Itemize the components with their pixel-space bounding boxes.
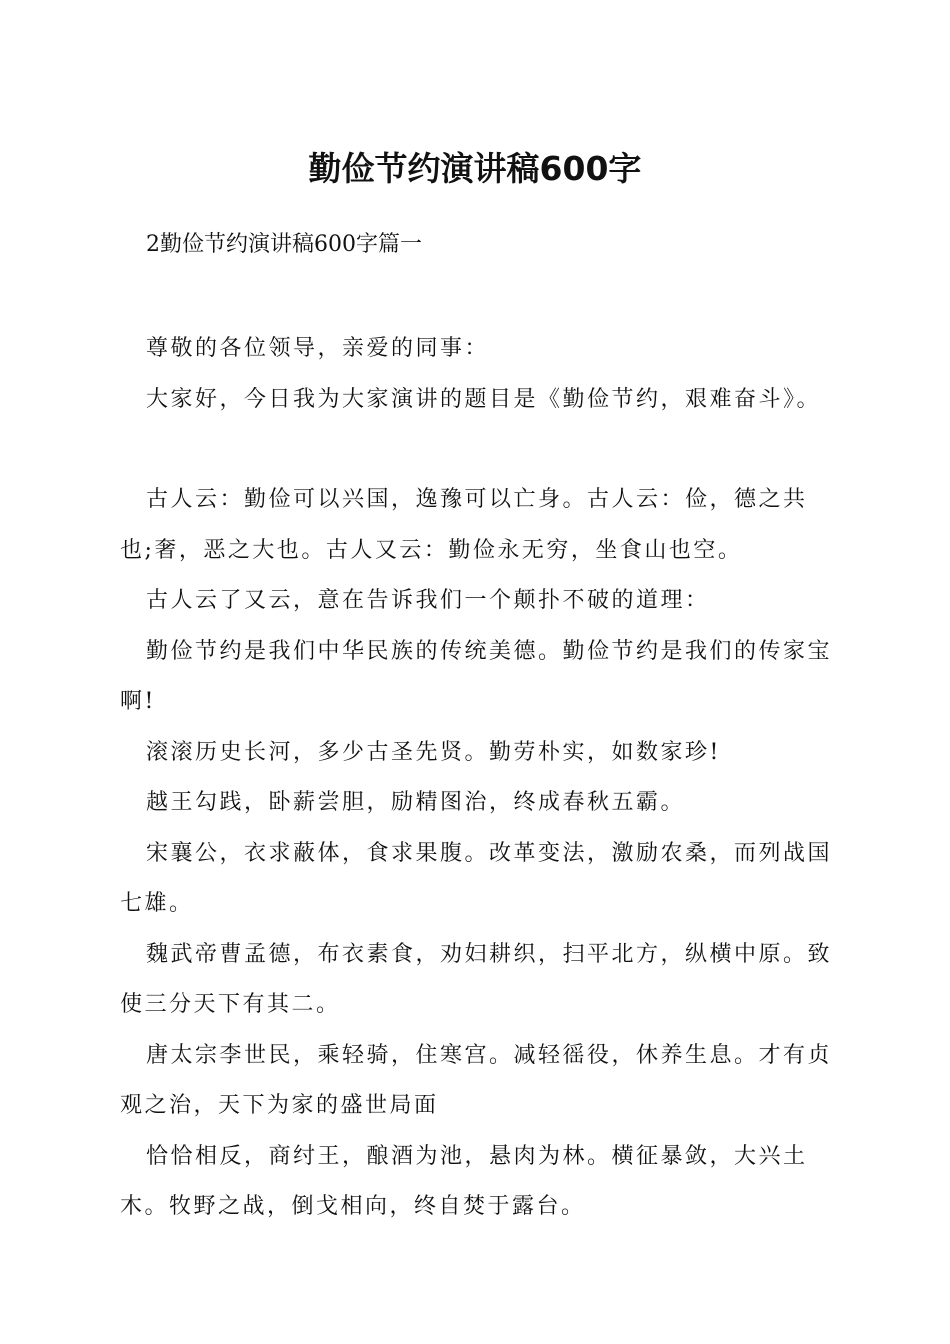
document-title: 勤俭节约演讲稿600字 bbox=[308, 149, 642, 188]
paragraph: 古人云：勤俭可以兴国，逸豫可以亡身。古人云：俭，德之共也;奢，恶之大也。古人又云：勤俭永无穷，坐食山也空。 bbox=[120, 487, 808, 563]
paragraph: 滚滚历史长河，多少古圣先贤。勤劳朴实，如数家珍! bbox=[146, 739, 721, 765]
paragraph: 越王勾践，卧薪尝胆，励精图治，终成春秋五霸。 bbox=[146, 790, 686, 815]
section-heading: 2勤俭节约演讲稿600字篇一 bbox=[146, 232, 422, 257]
paragraph: 唐太宗李世民，乘轻骑，住寒宫。减轻徭役，休养生息。才有贞观之治，天下为家的盛世局面 bbox=[120, 1042, 833, 1118]
paragraph-spacer bbox=[120, 425, 840, 475]
paragraph-intro: 大家好，今日我为大家演讲的题目是《勤俭节约，艰难奋斗》。 bbox=[146, 386, 822, 412]
paragraph: 魏武帝曹孟德，布衣素食，劝妇耕织，扫平北方，纵横中原。致使三分天下有其二。 bbox=[120, 941, 833, 1017]
paragraph: 宋襄公，衣求蔽体，食求果腹。改革变法，激励农桑，而列战国七雄。 bbox=[120, 840, 833, 916]
paragraph: 古人云了又云，意在告诉我们一个颠扑不破的道理： bbox=[146, 588, 710, 613]
paragraph: 勤俭节约是我们中华民族的传统美德。勤俭节约是我们的传家宝啊! bbox=[120, 638, 833, 714]
document-body bbox=[120, 324, 840, 1233]
paragraph: 恰恰相反，商纣王，酿酒为池，悬肉为林。横征暴敛，大兴土木。牧野之战，倒戈相向，终自焚于露台。 bbox=[120, 1143, 808, 1219]
paragraph-greeting: 尊敬的各位领导，亲爱的同事： bbox=[146, 336, 490, 361]
